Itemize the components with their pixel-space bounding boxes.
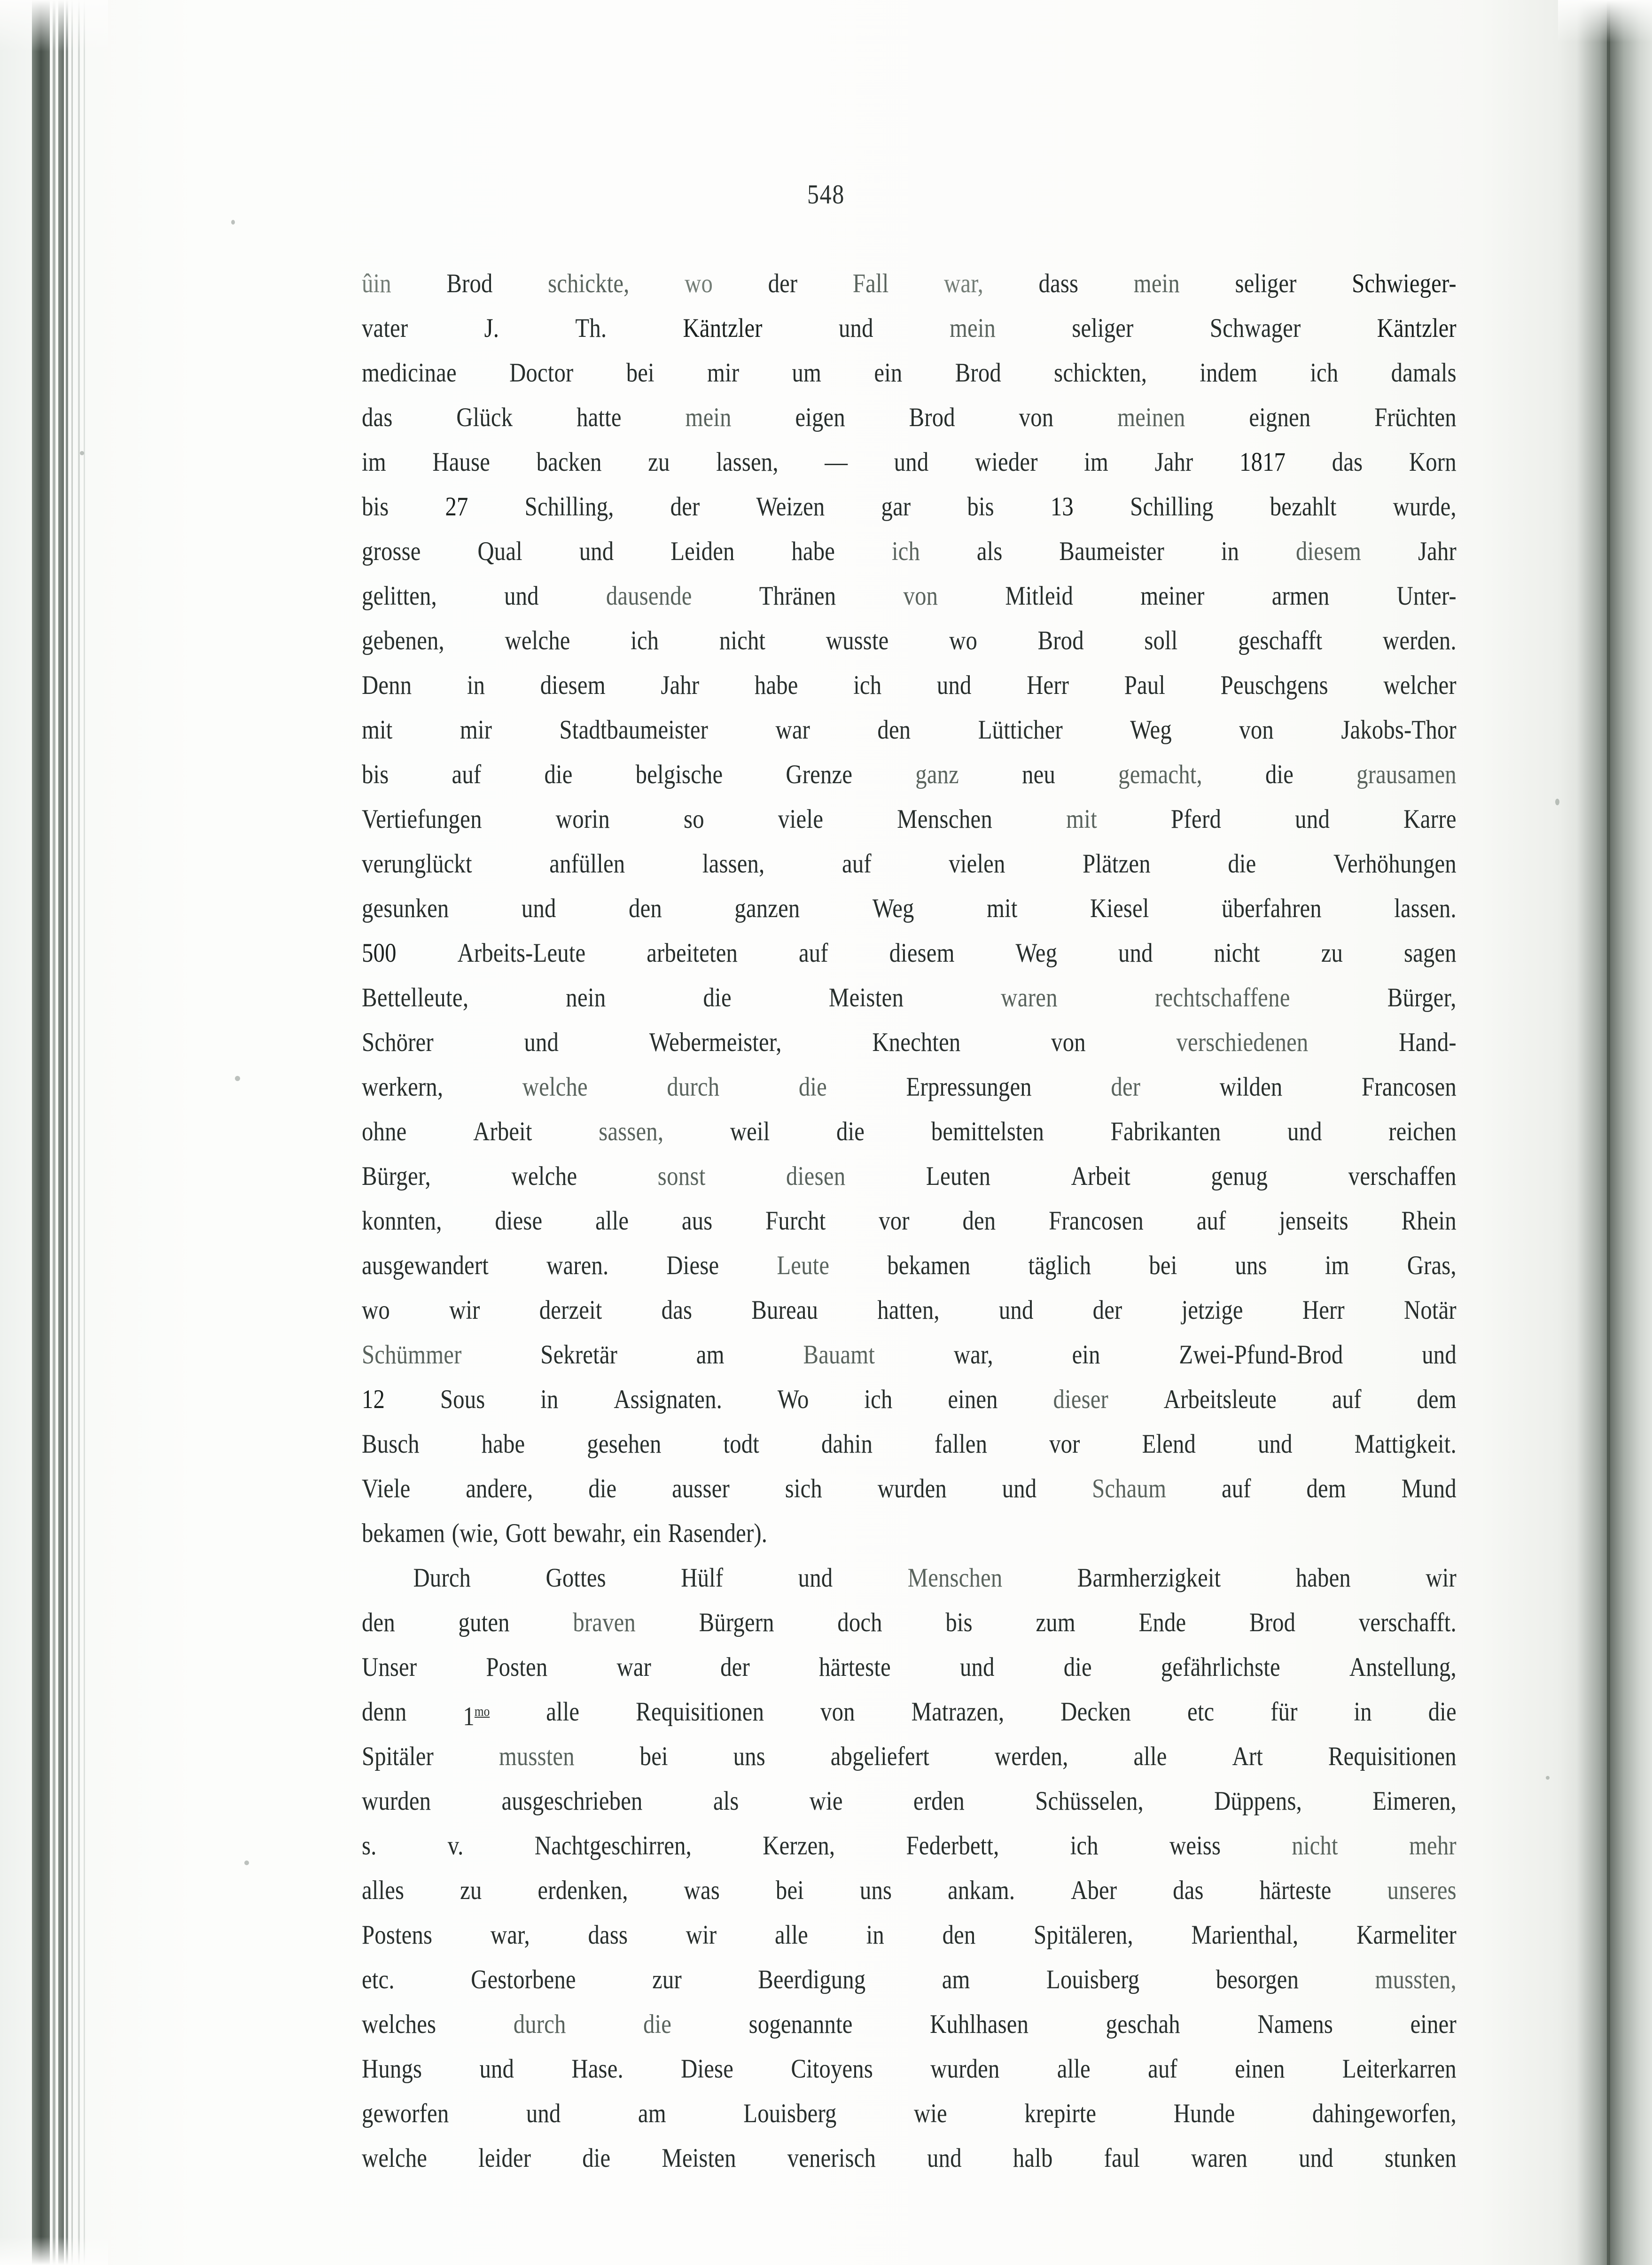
- text-line: Unser Posten war der härteste und die gefährlichste Anstellung,: [362, 1652, 1457, 1682]
- text-line: gesunken und den ganzen Weg mit Kiesel überfahren lassen.: [362, 894, 1457, 923]
- text-line: ûin Brod schickte, wo der Fall war, dass mein seliger Schwieger-: [362, 269, 1457, 298]
- text-line: wurden ausgeschrieben als wie erden Schüsselen, Düppens, Eimeren,: [362, 1786, 1457, 1816]
- text-line: gelitten, und dausende Thränen von Mitleid meiner armen Unter-: [362, 581, 1457, 611]
- text-line: welche leider die Meisten venerisch und halb faul waren und stunken: [362, 2143, 1457, 2173]
- text-line: ausgewandert waren. Diese Leute bekamen täglich bei uns im Gras,: [362, 1251, 1457, 1280]
- text-line: mit mir Stadtbaumeister war den Lütticher Weg von Jakobs-Thor: [362, 715, 1457, 745]
- text-line: bis 27 Schilling, der Weizen gar bis 13 Schilling bezahlt wurde,: [362, 492, 1457, 521]
- text-line: Durch Gottes Hülf und Menschen Barmherzigkeit haben wir: [413, 1563, 1457, 1593]
- text-line: grosse Qual und Leiden habe ich als Baumeister in diesem Jahr: [362, 537, 1457, 566]
- text-line: werkern, welche durch die Erpressungen der wilden Francosen: [362, 1072, 1457, 1102]
- text-line: Bettelleute, nein die Meisten waren rechtschaffene Bürger,: [362, 983, 1457, 1012]
- text-line: verunglückt anfüllen lassen, auf vielen Plätzen die Verhöhungen: [362, 849, 1457, 879]
- text-line: welches durch die sogenannte Kuhlhasen geschah Namens einer: [362, 2009, 1457, 2039]
- text-line: Bürger, welche sonst diesen Leuten Arbeit genug verschaffen: [362, 1161, 1457, 1191]
- text-line: Hungs und Hase. Diese Citoyens wurden alle auf einen Leiterkarren: [362, 2054, 1457, 2084]
- text-line: gebenen, welche ich nicht wusste wo Brod soll geschafft werden.: [362, 626, 1457, 655]
- text-line: vater J. Th. Käntzler und mein seliger Schwager Käntzler: [362, 313, 1457, 343]
- text-line: Viele andere, die ausser sich wurden und Schaum auf dem Mund: [362, 1474, 1457, 1503]
- text-line: konnten, diese alle aus Furcht vor den Francosen auf jenseits Rhein: [362, 1206, 1457, 1236]
- text-line: medicinae Doctor bei mir um ein Brod schickten, indem ich damals: [362, 358, 1457, 388]
- text-line: denn $1^{mo}$ alle Requisitionen von Matrazen, Decken etc für in die: [362, 1689, 1457, 1734]
- text-line: Busch habe gesehen todt dahin fallen vor Elend und Mattigkeit.: [362, 1429, 1457, 1459]
- text-block: [362, 261, 1457, 2180]
- ordinal-abbrev: $1^{mo}$: [463, 1702, 490, 1731]
- text-line: den guten braven Bürgern doch bis zum Ende Brod verschafft.: [362, 1608, 1457, 1637]
- text-line: Spitäler mussten bei uns abgeliefert werden, alle Art Requisitionen: [362, 1742, 1457, 1771]
- text-line: Schümmer Sekretär am Bauamt war, ein Zwei-Pfund-Brod und: [362, 1340, 1457, 1370]
- text-line: geworfen und am Louisberg wie krepirte Hunde dahingeworfen,: [362, 2099, 1457, 2128]
- text-line: wo wir derzeit das Bureau hatten, und der jetzige Herr Notär: [362, 1295, 1457, 1325]
- text-line: etc. Gestorbene zur Beerdigung am Louisberg besorgen mussten,: [362, 1965, 1457, 1994]
- text-line: Schörer und Webermeister, Knechten von verschiedenen Hand-: [362, 1027, 1457, 1057]
- text-line: Denn in diesem Jahr habe ich und Herr Paul Peuschgens welcher: [362, 670, 1457, 700]
- text-line: ohne Arbeit sassen, weil die bemittelsten Fabrikanten und reichen: [362, 1117, 1457, 1146]
- text-line: bekamen (wie, Gott bewahr, ein Rasender).: [362, 1518, 768, 1548]
- text-line: s. v. Nachtgeschirren, Kerzen, Federbett, ich weiss nicht mehr: [362, 1831, 1457, 1860]
- text-line: 500 Arbeits-Leute arbeiteten auf diesem Weg und nicht zu sagen: [362, 938, 1457, 968]
- text-line: Vertiefungen worin so viele Menschen mit Pferd und Karre: [362, 804, 1457, 834]
- text-line: das Glück hatte mein eigen Brod von meinen eignen Früchten: [362, 403, 1457, 432]
- text-line: alles zu erdenken, was bei uns ankam. Aber das härteste unseres: [362, 1876, 1457, 1905]
- text-line: Postens war, dass wir alle in den Spitäleren, Marienthal, Karmeliter: [362, 1920, 1457, 1950]
- text-line: im Hause backen zu lassen, — und wieder im Jahr 1817 das Korn: [362, 447, 1457, 477]
- text-line: bis auf die belgische Grenze ganz neu gemacht, die grausamen: [362, 760, 1457, 789]
- text-line: 12 Sous in Assignaten. Wo ich einen dieser Arbeitsleute auf dem: [362, 1385, 1457, 1414]
- page-number: 548: [807, 179, 845, 210]
